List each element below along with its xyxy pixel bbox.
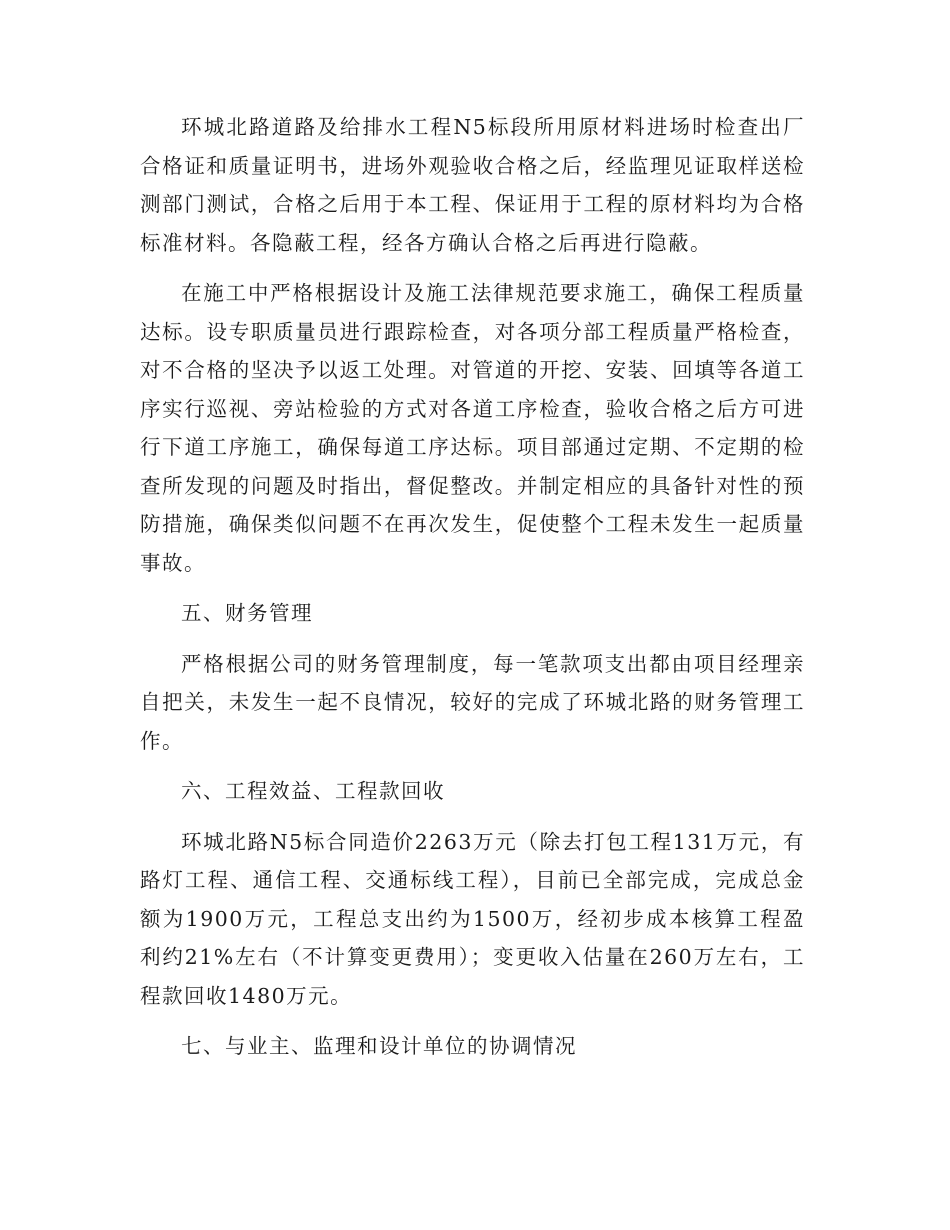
section-heading-finance: 五、财务管理 xyxy=(181,601,313,625)
paragraph-finance-management: 严格根据公司的财务管理制度，每一笔款项支出都由项目经理亲自把关，未发生一起不良情况，较好的完成了环城北路的财务管理工作。 xyxy=(140,651,805,753)
paragraph-materials-inspection: 环城北路道路及给排水工程N5标段所用原材料进场时检查出厂合格证和质量证明书，进场外观验收合格之后，经监理见证取样送检测部门测试，合格之后用于本工程、保证用于工程的原材料均为合格标准材料。各隐蔽工程，经各方确认合格之后再进行隐蔽。 xyxy=(140,115,805,255)
paragraph-spacer xyxy=(140,262,805,274)
paragraph-contract-payment: 环城北路N5标合同造价2263万元（除去打包工程131万元，有路灯工程、通信工程、交通标线工程），目前已全部完成，完成总金额为1900万元，工程总支出约为1500万，经初步成本核算工程盈利约21%左右（不计算变更费用）；变更收入估量在260万左右，工程款回收1480万元。 xyxy=(140,829,805,1008)
paragraph-spacer xyxy=(140,633,805,645)
paragraph-spacer xyxy=(140,760,805,772)
paragraph-quality-control: 在施工中严格根据设计及施工法律规范要求施工，确保工程质量达标。设专职质量员进行跟踪检查，对各项分部工程质量严格检查，对不合格的坚决予以返工处理。对管道的开挖、安装、回填等各道工序实行巡视、旁站检验的方式对各道工序检查，验收合格之后方可进行下道工序施工，确保每道工序达标。项目部通过定期、不定期的检查所发现的问题及时指出，督促整改。并制定相应的具备针对性的预防措施，确保类似问题不在再次发生，促使整个工程未发生一起质量事故。 xyxy=(140,281,805,575)
document-body xyxy=(140,108,805,1066)
paragraph-spacer xyxy=(140,582,805,594)
section-heading-coordination: 七、与业主、监理和设计单位的协调情况 xyxy=(181,1034,577,1058)
paragraph-spacer xyxy=(140,811,805,823)
paragraph-spacer xyxy=(140,1015,805,1027)
section-heading-benefit-payment: 六、工程效益、工程款回收 xyxy=(181,779,445,803)
